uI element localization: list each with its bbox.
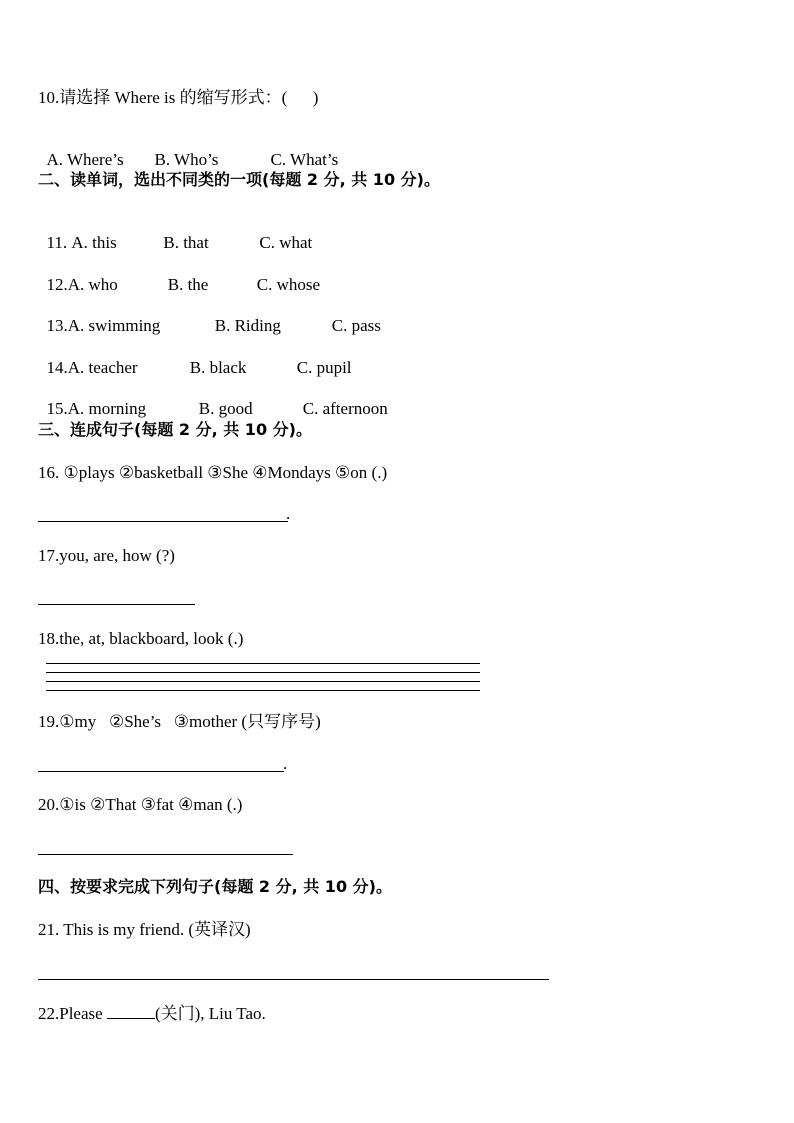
option-a: A. who (67, 275, 118, 294)
question-21: 21. This is my friend. (英译汉) (38, 920, 251, 939)
question-22 (38, 1003, 266, 1024)
question-13 (38, 296, 381, 336)
option-a: A. swimming (67, 316, 161, 335)
option-c: C. pass (331, 316, 381, 335)
option-c: C. afternoon (302, 399, 388, 418)
option-b: B. that (163, 233, 209, 252)
section-3-title: 三、连成句子(每题 2 分, 共 10 分)。 (38, 420, 312, 439)
option-b: B. Riding (214, 316, 281, 335)
question-number: 13. (46, 316, 68, 335)
question-15 (38, 379, 388, 419)
option-a: A. Where’s (46, 150, 124, 169)
question-number: 12. (46, 275, 68, 294)
question-11 (38, 213, 312, 253)
option-b: B. Who’s (154, 150, 219, 169)
option-c: C. what (259, 233, 313, 252)
answer-line-19[interactable] (38, 771, 284, 772)
question-20: 20.①is ②That ③fat ④man (.) (38, 795, 243, 814)
question-16: 16. ①plays ②basketball ③She ④Mondays ⑤on (.) (38, 463, 388, 482)
question-17: 17.you, are, how (?) (38, 546, 175, 565)
section-4-title: 四、按要求完成下列句子(每题 2 分, 共 10 分)。 (38, 877, 392, 896)
grid-line (46, 681, 480, 682)
question-22-after: (关门), Liu Tao. (154, 1004, 266, 1023)
fill-in-blank[interactable] (107, 1003, 155, 1019)
question-number: 14. (46, 358, 68, 377)
grid-line (46, 663, 480, 664)
question-22-before: 22.Please (38, 1004, 107, 1023)
section-2-title: 二、读单词，选出不同类的一项(每题 2 分, 共 10 分)。 (38, 170, 440, 189)
answer-line-16[interactable] (38, 521, 288, 522)
question-18: 18.the, at, blackboard, look (.) (38, 629, 244, 648)
option-a: A. this (71, 233, 117, 252)
option-b: B. the (167, 275, 209, 294)
question-number: 15. (46, 399, 68, 418)
answer-period-19: . (283, 754, 288, 773)
question-number: 11. (46, 233, 68, 252)
answer-line-21[interactable] (38, 979, 549, 980)
option-c: C. pupil (296, 358, 352, 377)
answer-period-16: . (286, 504, 291, 523)
option-c: C. What’s (270, 150, 339, 169)
question-10-stem: 10.请选择 Where is 的缩写形式：( ) (38, 88, 319, 107)
option-c: C. whose (256, 275, 321, 294)
question-19: 19.①my ②She’s ③mother (只写序号) (38, 712, 321, 731)
option-a: A. morning (67, 399, 147, 418)
option-b: B. good (198, 399, 253, 418)
option-b: B. black (189, 358, 247, 377)
question-14 (38, 338, 352, 378)
option-a: A. teacher (67, 358, 138, 377)
answer-line-20[interactable] (38, 854, 293, 855)
answer-line-17[interactable] (38, 604, 195, 605)
question-12 (38, 255, 320, 295)
grid-line (46, 672, 480, 673)
grid-line (46, 690, 480, 691)
question-10-options (38, 130, 338, 170)
